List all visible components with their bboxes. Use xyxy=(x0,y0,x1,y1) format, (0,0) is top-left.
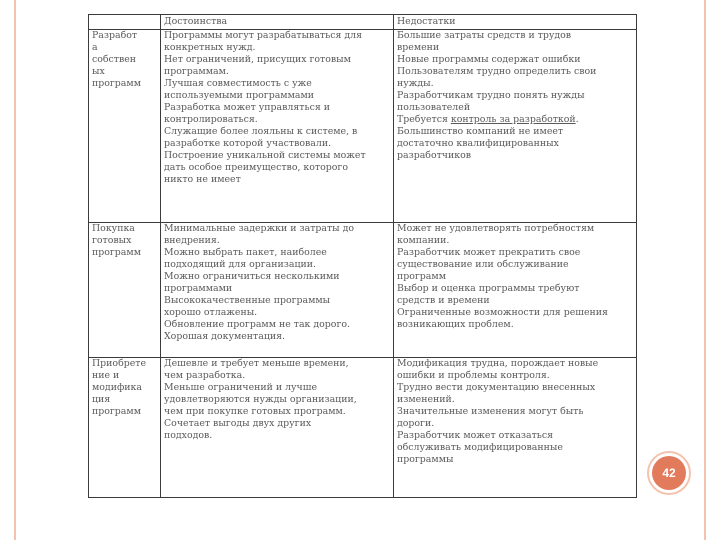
text-line: Минимальные задержки и затраты до xyxy=(164,223,355,234)
text-line: программ xyxy=(92,406,141,417)
text-line: Большинство компаний не имеет xyxy=(397,126,564,137)
cons-cell xyxy=(394,358,637,498)
page-number-badge xyxy=(647,451,691,495)
table-row xyxy=(89,30,637,223)
text-line: Разработчик может отказаться xyxy=(397,430,554,441)
scanned-table-image xyxy=(88,14,636,498)
text-line: хорошо отлажены. xyxy=(164,307,258,318)
header-empty xyxy=(89,15,161,30)
comparison-table xyxy=(88,14,637,498)
page-number: 42 xyxy=(652,456,686,490)
text-line: внедрения. xyxy=(164,235,220,246)
text-line: Пользователям трудно определить свои xyxy=(397,66,597,77)
text-line: никто не имеет xyxy=(164,174,241,185)
text-line: программ xyxy=(92,247,141,258)
text-line: Выбор и оценка программы требуют xyxy=(397,283,580,294)
text-line: Разработка может управляться и xyxy=(164,102,330,113)
slide-frame-right xyxy=(704,0,706,540)
text-line: ция xyxy=(92,394,111,405)
text-line: собствен xyxy=(92,54,137,65)
table-row xyxy=(89,358,637,498)
text-line: Приобрете xyxy=(92,358,146,369)
text-line: Высококачественные программы xyxy=(164,295,331,306)
text-line: разработчиков xyxy=(397,150,471,161)
text-line: а xyxy=(92,42,98,53)
text-line: Построение уникальной системы может xyxy=(164,150,366,161)
header-advantages: Достоинства xyxy=(161,15,394,30)
approach-cell xyxy=(89,223,161,358)
text-line xyxy=(397,114,633,126)
text-line: Лучшая совместимость с уже xyxy=(164,78,312,89)
underlined-text: контроль за разработкой xyxy=(450,114,576,125)
text-line: Можно выбрать пакет, наиболее xyxy=(164,247,327,258)
text-line: готовых xyxy=(92,235,132,246)
table-header-row xyxy=(89,15,637,30)
text-line: Сочетает выгоды двух других xyxy=(164,418,312,429)
text-line: Дешевле и требует меньше времени, xyxy=(164,358,349,369)
approach-cell xyxy=(89,30,161,223)
text-line: существование или обслуживание xyxy=(397,259,569,270)
text-line: пользователей xyxy=(397,102,471,113)
text-line: программ xyxy=(397,271,446,282)
text-line: модифика xyxy=(92,382,142,393)
text-line: средств и времени xyxy=(397,295,490,306)
text-line: Хорошая документация. xyxy=(164,331,285,342)
text-line: используемыми программами xyxy=(164,90,315,101)
text-line: нужды. xyxy=(397,78,434,89)
cons-cell xyxy=(394,30,637,223)
text-line: времени xyxy=(397,42,440,53)
text-line: Программы могут разрабатываться для xyxy=(164,30,363,41)
table-row xyxy=(89,223,637,358)
approach-cell xyxy=(89,358,161,498)
cons-cell xyxy=(394,223,637,358)
text-line: Ограниченные возможности для решения xyxy=(397,307,608,318)
header-disadvantages: Недостатки xyxy=(394,15,637,30)
text-line: Трудно вести документацию внесенных xyxy=(397,382,596,393)
text-line: дать особое преимущество, которого xyxy=(164,162,348,173)
text-line: возникающих проблем. xyxy=(397,319,514,330)
text-line: Разработчикам трудно понять нужды xyxy=(397,90,585,101)
text-line: ние и xyxy=(92,370,120,381)
text-line: Нет ограничений, присущих готовым xyxy=(164,54,351,65)
pros-cell xyxy=(161,223,394,358)
text-line: Новые программы содержат ошибки xyxy=(397,54,581,65)
slide-frame-left xyxy=(14,0,16,540)
text-line: изменений. xyxy=(397,394,455,405)
text-line: Разработчик может прекратить свое xyxy=(397,247,581,258)
text-line: подходящий для организации. xyxy=(164,259,316,270)
text-line: Разработ xyxy=(92,30,138,41)
text-line: Обновление программ не так дорого. xyxy=(164,319,350,330)
text-line: программы xyxy=(397,454,454,465)
text-line: разработке которой участвовали. xyxy=(164,138,332,149)
text-line: ых xyxy=(92,66,105,77)
text-line: подходов. xyxy=(164,430,213,441)
pros-cell xyxy=(161,358,394,498)
text-line: программам. xyxy=(164,66,229,77)
text-line: Может не удовлетворять потребностям xyxy=(397,223,595,234)
pros-cell xyxy=(161,30,394,223)
text-line: чем при покупке готовых программ. xyxy=(164,406,346,417)
text-segment: Требуется xyxy=(397,114,451,125)
text-line: ошибки и проблемы контроля. xyxy=(397,370,550,381)
text-line: достаточно квалифицированных xyxy=(397,138,559,149)
text-line: Значительные изменения могут быть xyxy=(397,406,584,417)
text-line: дороги. xyxy=(397,418,435,429)
text-line: конкретных нужд. xyxy=(164,42,256,53)
text-line: контролироваться. xyxy=(164,114,258,125)
text-line: удовлетворяются нужды организации, xyxy=(164,394,357,405)
text-line: Покупка xyxy=(92,223,135,234)
text-line: чем разработка. xyxy=(164,370,246,381)
text-line: Служащие более лояльны к системе, в xyxy=(164,126,358,137)
text-line: программами xyxy=(164,283,233,294)
text-line: программ xyxy=(92,78,141,89)
text-line: Меньше ограничений и лучше xyxy=(164,382,318,393)
text-segment: . xyxy=(575,114,579,125)
text-line: компании. xyxy=(397,235,450,246)
text-line: Большие затраты средств и трудов xyxy=(397,30,572,41)
text-line: обслуживать модифицированные xyxy=(397,442,563,453)
text-line: Можно ограничиться несколькими xyxy=(164,271,340,282)
text-line: Модификация трудна, порождает новые xyxy=(397,358,599,369)
